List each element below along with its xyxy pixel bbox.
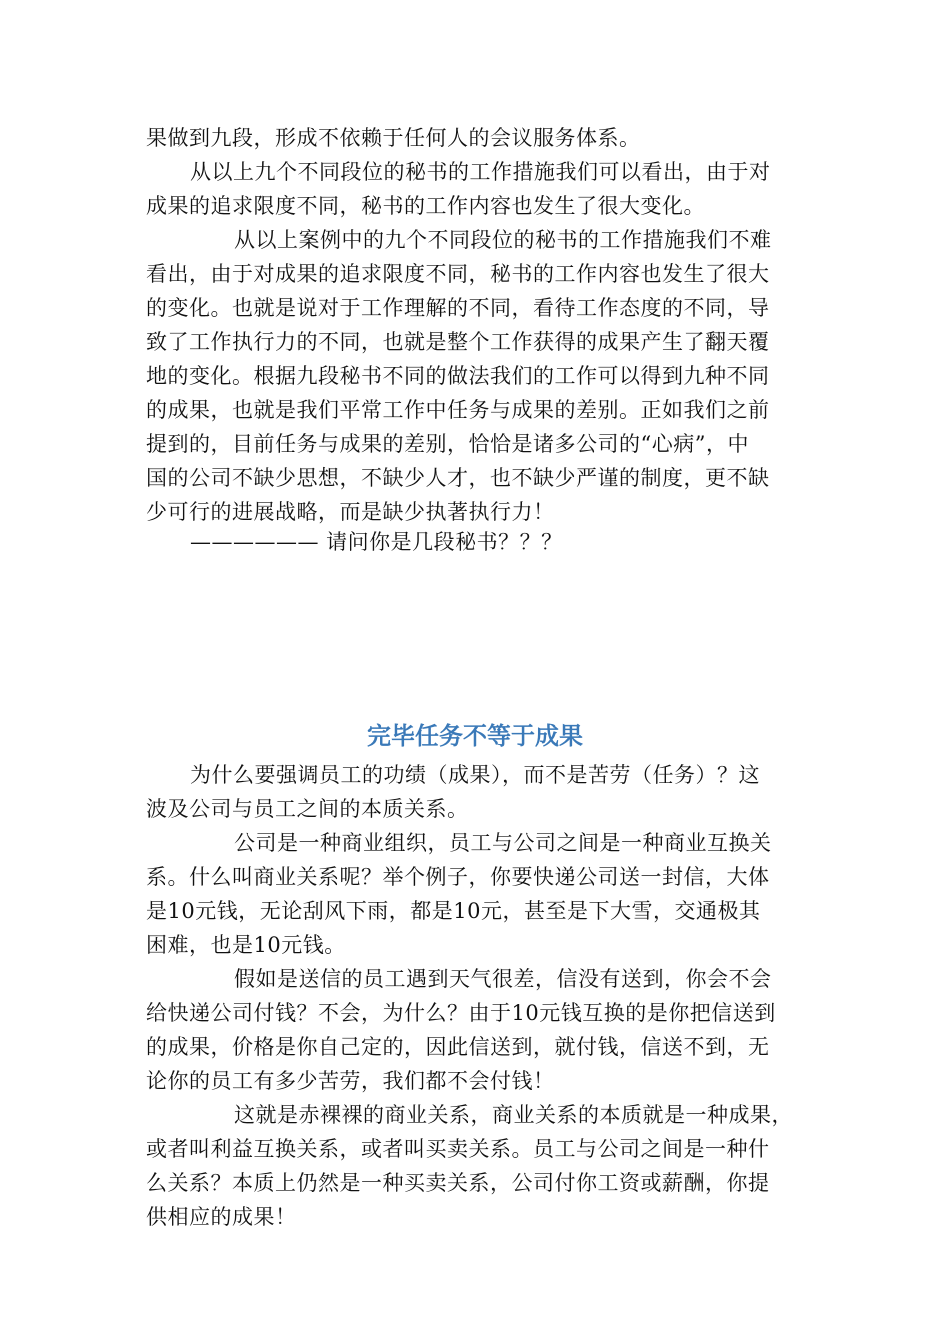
text-line: 的变化。也就是说对于工作理解的不同，看待工作态度的不同，导 (146, 296, 770, 320)
text-line: 提到的，目前任务与成果的差别，恰恰是诸多公司的“心病”，中 (146, 432, 749, 456)
text-line: 少可行的进展战略，而是缺少执著执行力！ (146, 500, 555, 524)
text-line: 为什么要强调员工的功绩（成果），而不是苦劳（任务）？这 (190, 763, 760, 787)
text-line: 这就是赤裸裸的商业关系，商业关系的本质就是一种成果， (234, 1103, 793, 1127)
section-heading: 完毕任务不等于成果 (367, 722, 583, 750)
signature-line: —————— 请问你是几段秘书？？？ (190, 530, 563, 554)
text-line: 地的变化。根据九段秘书不同的做法我们的工作可以得到九种不同 (146, 364, 770, 388)
text-line: 么关系？本质上仍然是一种买卖关系，公司付你工资或薪酬，你提 (146, 1171, 770, 1195)
text-line: 困难，也是10元钱。 (146, 933, 346, 957)
text-line: 波及公司与员工之间的本质关系。 (146, 797, 469, 821)
text-line: 是10元钱，无论刮风下雨，都是10元，甚至是下大雪，交通极其 (146, 899, 761, 923)
text-line: 从以上九个不同段位的秘书的工作措施我们可以看出，由于对 (190, 160, 771, 184)
text-line: 的成果，也就是我们平常工作中任务与成果的差别。正如我们之前 (146, 398, 770, 422)
text-line: 看出，由于对成果的追求限度不同，秘书的工作内容也发生了很大 (146, 262, 770, 286)
text-line: 国的公司不缺少思想，不缺少人才，也不缺少严谨的制度，更不缺 (146, 466, 770, 490)
text-line: 或者叫利益互换关系，或者叫买卖关系。员工与公司之间是一种什 (146, 1137, 770, 1161)
text-line: 假如是送信的员工遇到天气很差，信没有送到，你会不会 (234, 967, 772, 991)
text-line: 论你的员工有多少苦劳，我们都不会付钱！ (146, 1069, 555, 1093)
text-line: 果做到九段，形成不依赖于任何人的会议服务体系。 (146, 126, 641, 150)
text-line: 公司是一种商业组织，员工与公司之间是一种商业互换关 (234, 831, 772, 855)
text-line: 从以上案例中的九个不同段位的秘书的工作措施我们不难 (234, 228, 772, 252)
text-line: 的成果，价格是你自己定的，因此信送到，就付钱，信送不到，无 (146, 1035, 770, 1059)
text-line: 系。什么叫商业关系呢？举个例子，你要快递公司送一封信，大体 (146, 865, 770, 889)
text-line: 供相应的成果！ (146, 1205, 297, 1229)
text-line: 致了工作执行力的不同，也就是整个工作获得的成果产生了翻天覆 (146, 330, 770, 354)
text-line: 给快递公司付钱？不会，为什么？由于10元钱互换的是你把信送到 (146, 1001, 776, 1025)
text-line: 成果的追求限度不同，秘书的工作内容也发生了很大变化。 (146, 194, 705, 218)
